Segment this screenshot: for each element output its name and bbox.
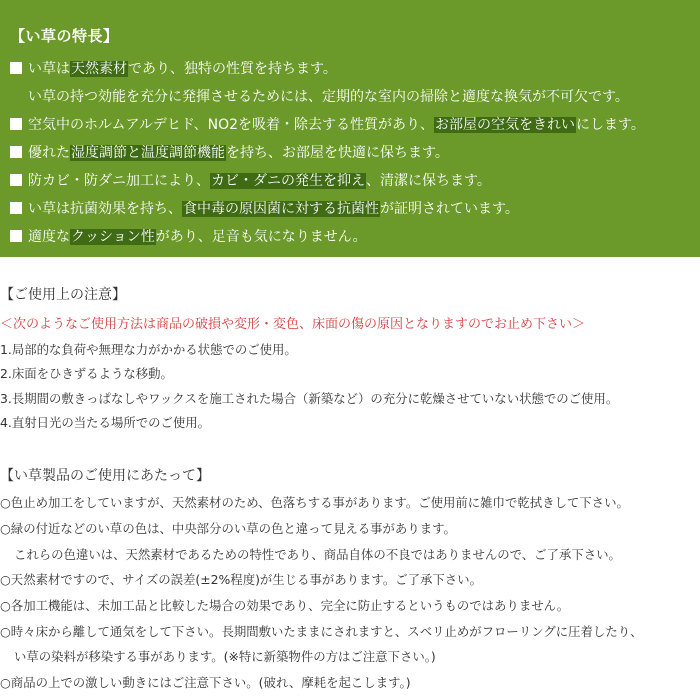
usage-line: ○各加工機能は、未加工品と比較した場合の効果であり、完全に防止するというものではありません。: [0, 598, 570, 613]
square-bullet-icon: [10, 202, 22, 214]
caution-warning: ＜次のようなご使用方法は商品の破損や変形・変色、床面の傷の原因となりますのでお止め下さい＞: [0, 317, 586, 332]
feature-line: い草の持つ効能を充分に発揮させるためには、定期的な室内の掃除と適度な換気が不可欠です。: [28, 89, 629, 105]
features-title: 【い草の特長】: [10, 27, 119, 45]
usage-line: ○天然素材ですので、サイズの誤差(±2%程度)が生じる事があります。ご了承下さい。: [0, 572, 482, 587]
feature-line: い草は抗菌効果を持ち、食中毒の原因菌に対する抗菌性が証明されています。: [10, 198, 519, 220]
usage-line: い草の染料が移染する事があります。(※特に新築物件の方はご注意下さい。): [14, 649, 436, 664]
usage-line: ○時々床から離して通気をして下さい。長期間敷いたままにされますと、スベリ止めがフローリングに圧着したり、: [0, 624, 643, 639]
square-bullet-icon: [10, 174, 22, 186]
feature-line: 防カビ・防ダニ加工により、カビ・ダニの発生を抑え、清潔に保ちます。: [10, 170, 491, 192]
usage-line: ○商品の上での激しい動きにはご注意下さい。(破れ、摩耗を起こします。): [0, 675, 411, 690]
usage-line: これらの色違いは、天然素材であるための特性であり、商品自体の不良ではありませんので、ご了承下さい。: [14, 547, 621, 562]
feature-line: 適度なクッション性があり、足音も気になりません。: [10, 226, 367, 248]
feature-line: い草は天然素材であり、独特の性質を持ちます。: [10, 58, 337, 80]
caution-item: 4.直射日光の当たる場所でのご使用。: [0, 415, 211, 430]
usage-line: ○緑の付近などのい草の色は、中央部分のい草の色と違って見える事があります。: [0, 521, 456, 536]
caution-item: 2.床面をひきずるような移動。: [0, 366, 173, 381]
caution-item: 3.長期間の敷きっぱなしやワックスを施工された場合（新築など）の充分に乾燥させていない状態でのご使用。: [0, 391, 619, 406]
feature-line: 優れた湿度調節と温度調節機能を持ち、お部屋を快適に保ちます。: [10, 142, 449, 164]
square-bullet-icon: [10, 118, 22, 130]
usage-line: ○色止め加工をしていますが、天然素材のため、色落ちする事があります。ご使用前に雑巾で乾拭きして下さい。: [0, 495, 629, 510]
square-bullet-icon: [10, 146, 22, 158]
features-panel: [0, 0, 700, 257]
feature-line: 空気中のホルムアルデヒド、NO2を吸着・除去する性質があり、お部屋の空気をきれいにします。: [10, 114, 645, 136]
square-bullet-icon: [10, 62, 22, 74]
usage-title: 【い草製品のご使用にあたって】: [0, 468, 210, 484]
caution-item: 1.局部的な負荷や無理な力がかかる状態でのご使用。: [0, 342, 297, 357]
caution-title: 【ご使用上の注意】: [0, 287, 126, 303]
square-bullet-icon: [10, 230, 22, 242]
